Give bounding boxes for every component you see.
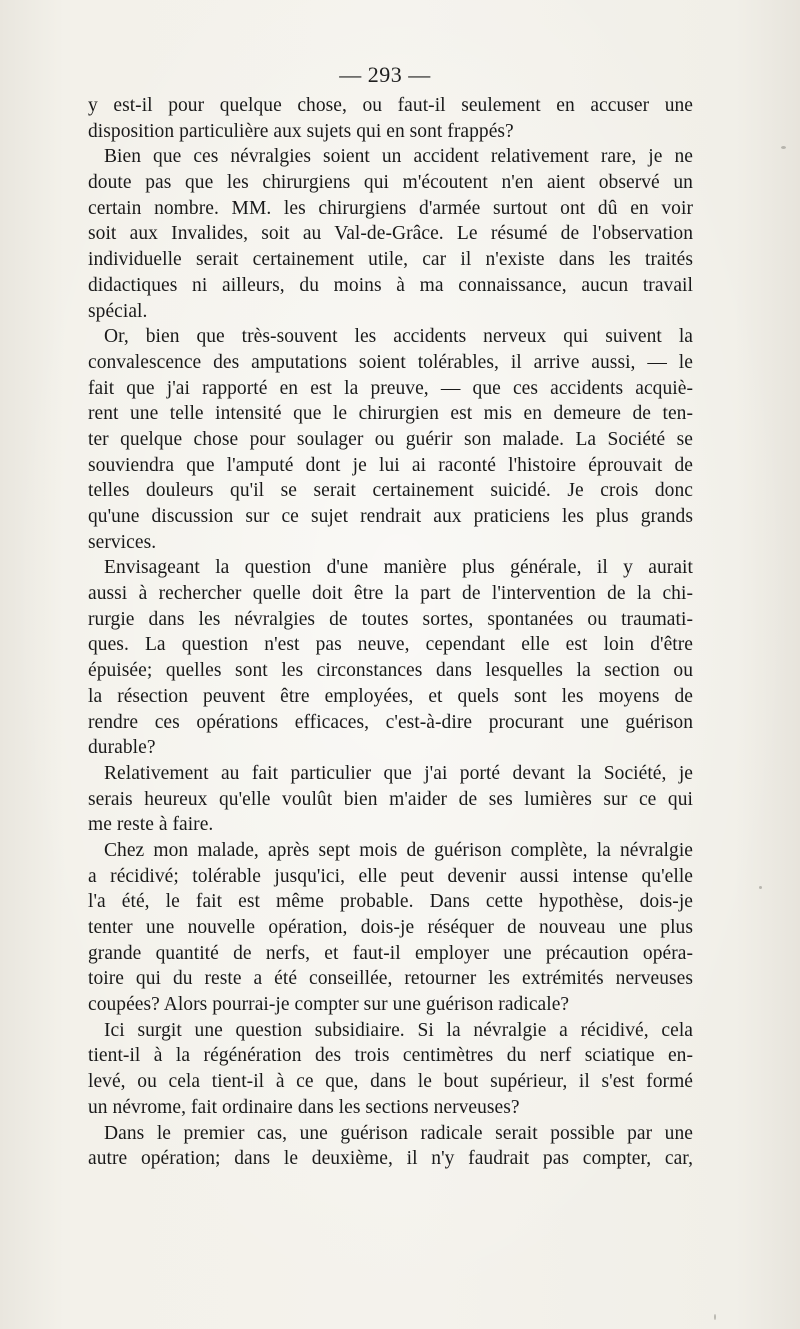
- paragraph: [88, 324, 693, 555]
- text-line: rent une telle intensité que le chirurgien est mis en demeure de ten-: [88, 403, 693, 425]
- paragraph: [88, 1121, 693, 1172]
- text-line: me reste à faire.: [88, 814, 214, 836]
- text-line: épuisée; quelles sont les circonstances dans lesquelles la section ou: [88, 660, 693, 682]
- text-line: souviendra que l'amputé dont je lui ai raconté l'histoire éprouvait de: [88, 454, 693, 476]
- text-line: durable?: [88, 737, 156, 759]
- text-line: rendre ces opérations efficaces, c'est-à-dire procurant une guérison: [88, 711, 693, 733]
- text-line: grande quantité de nerfs, et faut-il employer une précaution opéra-: [88, 942, 693, 964]
- text-line: Ici surgit une question subsidiaire. Si la névralgie a récidivé, cela: [104, 1019, 693, 1041]
- text-line: qu'une discussion sur ce sujet rendrait aux praticiens les plus grands: [88, 506, 693, 527]
- text-line: tient-il à la régénération des trois centimètres du nerf sciatique en-: [88, 1045, 693, 1067]
- text-line: a récidivé; tolérable jusqu'ici, elle peut devenir aussi intense qu'elle: [88, 865, 693, 887]
- text-line: tenter une nouvelle opération, dois-je réséquer de nouveau une plus: [88, 917, 693, 938]
- paragraph: [88, 93, 693, 144]
- text-line: certain nombre. MM. les chirurgiens d'armée surtout ont dû en voir: [88, 197, 693, 219]
- text-line: Dans le premier cas, une guérison radicale serait possible par une: [104, 1122, 693, 1144]
- text-line: fait que j'ai rapporté en est la preuve, — que ces accidents acquiè-: [88, 377, 693, 399]
- page-number: — 293 —: [339, 62, 431, 87]
- text-line: soit aux Invalides, soit au Val-de-Grâce. Le résumé de l'observation: [88, 223, 693, 245]
- text-line: spécial.: [88, 300, 148, 322]
- text-line: ter quelque chose pour soulager ou guérir son malade. La Société se: [88, 428, 693, 450]
- text-line: ques. La question n'est pas neuve, cependant elle est loin d'être: [88, 634, 693, 656]
- text-line: levé, ou cela tient-il à ce que, dans le bout supérieur, il s'est formé: [88, 1071, 693, 1093]
- paragraph: [88, 1018, 693, 1121]
- text-line: didactiques ni ailleurs, du moins à ma connaissance, aucun travail: [88, 274, 693, 296]
- text-line: l'a été, le fait est même probable. Dans cette hypothèse, dois-je: [88, 891, 693, 913]
- text-line: coupées? Alors pourrai-je compter sur une guérison radicale?: [88, 994, 570, 1016]
- text-line: toire qui du reste a été conseillée, retourner les extrémités nerveuses: [88, 968, 693, 990]
- paper-speck: [714, 1314, 716, 1320]
- text-line: y est-il pour quelque chose, ou faut-il seulement en accuser une: [88, 95, 693, 116]
- text-line: telles douleurs qu'il se serait certainement suicidé. Je crois donc: [88, 480, 693, 502]
- text-line: Chez mon malade, après sept mois de guérison complète, la névralgie: [104, 839, 693, 861]
- text-line: Bien que ces névralgies soient un accident relativement rare, je ne: [104, 146, 693, 168]
- text-line: Or, bien que très-souvent les accidents nerveux qui suivent la: [104, 326, 693, 348]
- text-line: doute pas que les chirurgiens qui m'écoutent n'en aient observé un: [88, 172, 693, 194]
- text-line: Envisageant la question d'une manière plus générale, il y aurait: [104, 557, 693, 579]
- paper-speck: [759, 886, 762, 889]
- paragraph: [88, 144, 693, 324]
- paper-speck: [781, 146, 786, 149]
- text-line: serais heureux qu'elle voulût bien m'aider de ses lumières sur ce qui: [88, 788, 693, 810]
- text-line: services.: [88, 531, 157, 553]
- text-line: aussi à rechercher quelle doit être la part de l'intervention de la chi-: [88, 583, 693, 605]
- text-line: un névrome, fait ordinaire dans les sections nerveuses?: [88, 1096, 520, 1118]
- body-text: [88, 93, 693, 1172]
- text-line: rurgie dans les névralgies de toutes sortes, spontanées ou traumati-: [88, 608, 693, 630]
- paragraph: [88, 555, 693, 761]
- text-line: Relativement au fait particulier que j'ai porté devant la Société, je: [104, 762, 693, 784]
- paragraph: [88, 838, 693, 1018]
- text-line: convalescence des amputations soient tolérables, il arrive aussi, — le: [88, 351, 693, 373]
- text-line: individuelle serait certainement utile, car il n'existe dans les traités: [88, 249, 693, 271]
- text-line: autre opération; dans le deuxième, il n'y faudrait pas compter, car,: [88, 1148, 693, 1170]
- paragraph: [88, 761, 693, 838]
- text-line: la résection peuvent être employées, et quels sont les moyens de: [88, 685, 693, 707]
- text-line: disposition particulière aux sujets qui en sont frappés?: [88, 120, 514, 142]
